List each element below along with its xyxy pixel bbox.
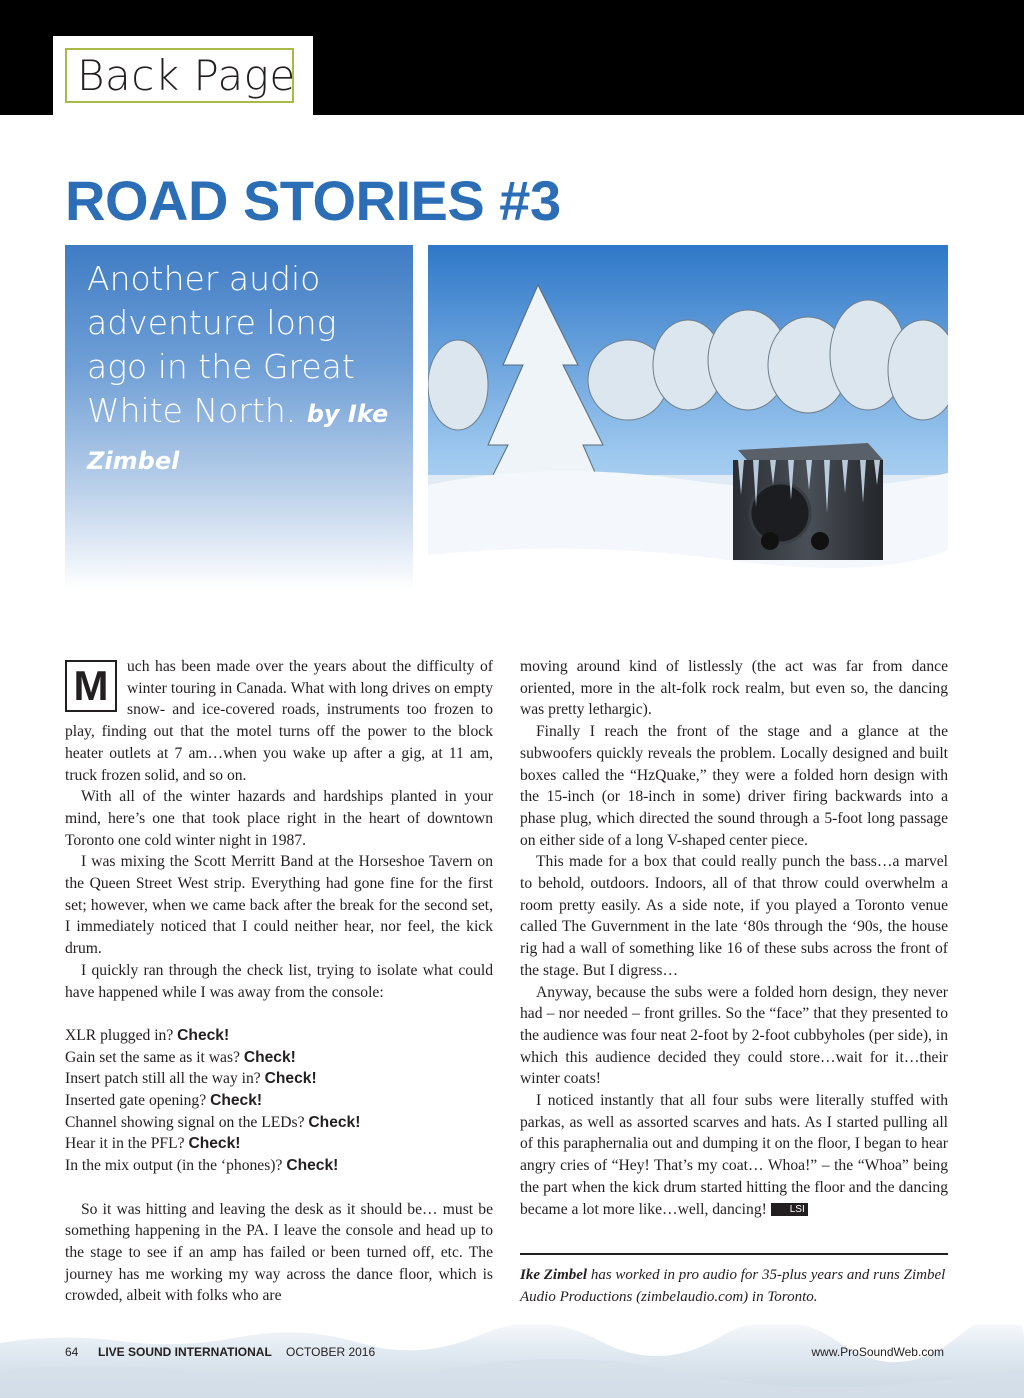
check-item <box>65 1112 493 1134</box>
article-column-left <box>65 656 493 1307</box>
snowy-subwoofer-illustration <box>428 245 948 621</box>
paragraph: moving around kind of listlessly (the act was far from dance oriented, more in the alt-folk rock realm, but even so, the dancing was pretty lethargic). <box>520 658 948 719</box>
drop-cap: M <box>65 660 117 712</box>
check-item <box>65 1155 493 1177</box>
check-item <box>65 1025 493 1047</box>
check-item <box>65 1133 493 1155</box>
website-link[interactable]: www.ProSoundWeb.com <box>811 1345 944 1359</box>
check-answer: Check! <box>243 1048 296 1066</box>
check-answer: Check! <box>177 1026 230 1044</box>
paragraph: uch has been made over the years about the difficulty of winter touring in Canada. What with long drives on empty snow- and ice-covered roads, instruments too frozen to play, finding out that the motel turns off the power to the block heater outlets at 7 am…when you wake up after a gig, at 11 am, truck frozen solid, and so on. <box>65 658 493 784</box>
check-question: Channel showing signal on the LEDs? <box>65 1113 309 1131</box>
paragraph: I quickly ran through the check list, trying to isolate what could have happened while I was away from the console: <box>65 961 493 1001</box>
paragraph: So it was hitting and leaving the desk as it should be… must be something happening in the PA. I leave the console and head up to the stage to see if an amp has failed or been turned off, etc. The journey has me working my way across the dance floor, which is crowded, albeit with folks who are <box>65 1200 493 1305</box>
bio-text: has worked in pro audio for 35-plus years and runs Zimbel Audio Productions (zimbelaudio.com) in Toronto. <box>520 1267 946 1305</box>
paragraph: Finally I reach the front of the stage and a glance at the subwoofers quickly reveals the problem. Locally designed and built boxes called the “HzQuake,” they were a folded horn design with the 15-inch (or 18-inch in some) driver firing backwards into a phase plug, which directed the sound through a 5-foot long passage on either side of a long V-shaped center piece. <box>520 723 948 849</box>
magazine-name: LIVE SOUND INTERNATIONAL <box>98 1345 272 1359</box>
check-question: Gain set the same as it was? <box>65 1048 244 1066</box>
check-question: In the mix output (in the ‘phones)? <box>65 1157 287 1175</box>
deck-panel <box>65 245 413 590</box>
deck-text <box>87 257 407 483</box>
check-question: Insert patch still all the way in? <box>65 1070 265 1088</box>
snow-footer-decoration <box>0 1325 1024 1398</box>
section-tab <box>53 36 313 118</box>
check-answer: Check! <box>188 1135 241 1153</box>
check-question: Hear it in the PFL? <box>65 1135 189 1153</box>
check-item <box>65 1047 493 1069</box>
paragraph: I was mixing the Scott Merritt Band at the Horseshoe Tavern on the Queen Street West strip. Everything had gone fine for the first set; however, when we came back after the break for the second set, I immediately noticed that I could neither hear, nor feel, the kick drum. <box>65 853 493 958</box>
bio-name: Ike Zimbel <box>520 1267 588 1283</box>
page-number: 64 <box>65 1345 79 1359</box>
byline: by Ike Zimbel <box>87 400 389 475</box>
section-label: Back Page <box>65 48 294 103</box>
paragraph-text: I noticed instantly that all four subs were literally stuffed with parkas, as well as assorted scarves and hats. As I started pulling all of this paraphernalia out and dumping it on the floor, I began to hear angry cries of “Hey! That’s my coat… Whoa!” – the “Whoa” being the part when the kick drum started hitting the floor and the dancing became a lot more like…well, dancing! <box>520 1092 948 1218</box>
check-question: Inserted gate opening? <box>65 1092 211 1110</box>
paragraph <box>520 1090 948 1220</box>
check-question: XLR plugged in? <box>65 1026 178 1044</box>
check-answer: Check! <box>264 1070 317 1088</box>
author-bio <box>520 1264 948 1308</box>
paragraph: Anyway, because the subs were a folded horn design, they never had – nor needed – front grilles. So the “face” that they presented to the audience was four neat 2-foot by 2-foot cubbyholes (per side), in which this audience decided they could store…wait for it…their winter coats! <box>520 983 948 1088</box>
check-list <box>65 1025 493 1177</box>
deck-subtitle: Another audio adventure long ago in the Great White North. <box>87 259 355 430</box>
article-title: ROAD STORIES #3 <box>65 169 561 232</box>
check-answer: Check! <box>308 1113 361 1131</box>
paragraph: With all of the winter hazards and hardships planted in your mind, here’s one that took place right in the heart of downtown Toronto one cold winter night in 1987. <box>65 788 493 849</box>
check-item <box>65 1068 493 1090</box>
hero-image <box>428 245 948 621</box>
check-answer: Check! <box>286 1157 339 1175</box>
paragraph: This made for a box that could really punch the bass…a marvel to behold, outdoors. Indoors, all of that throw could overwhelm a room pretty easily. As a side note, if you played a Toronto venue called The Guvernment in the late ‘80s through the ‘90s, the house rig had a wall of something like 16 of these subs across the front of the stage. But I digress… <box>520 853 948 979</box>
issue-date: OCTOBER 2016 <box>286 1345 376 1359</box>
end-mark: LSI <box>771 1203 808 1216</box>
bio-divider <box>520 1253 948 1255</box>
check-item <box>65 1090 493 1112</box>
check-answer: Check! <box>210 1092 263 1110</box>
article-column-right <box>520 656 948 1220</box>
